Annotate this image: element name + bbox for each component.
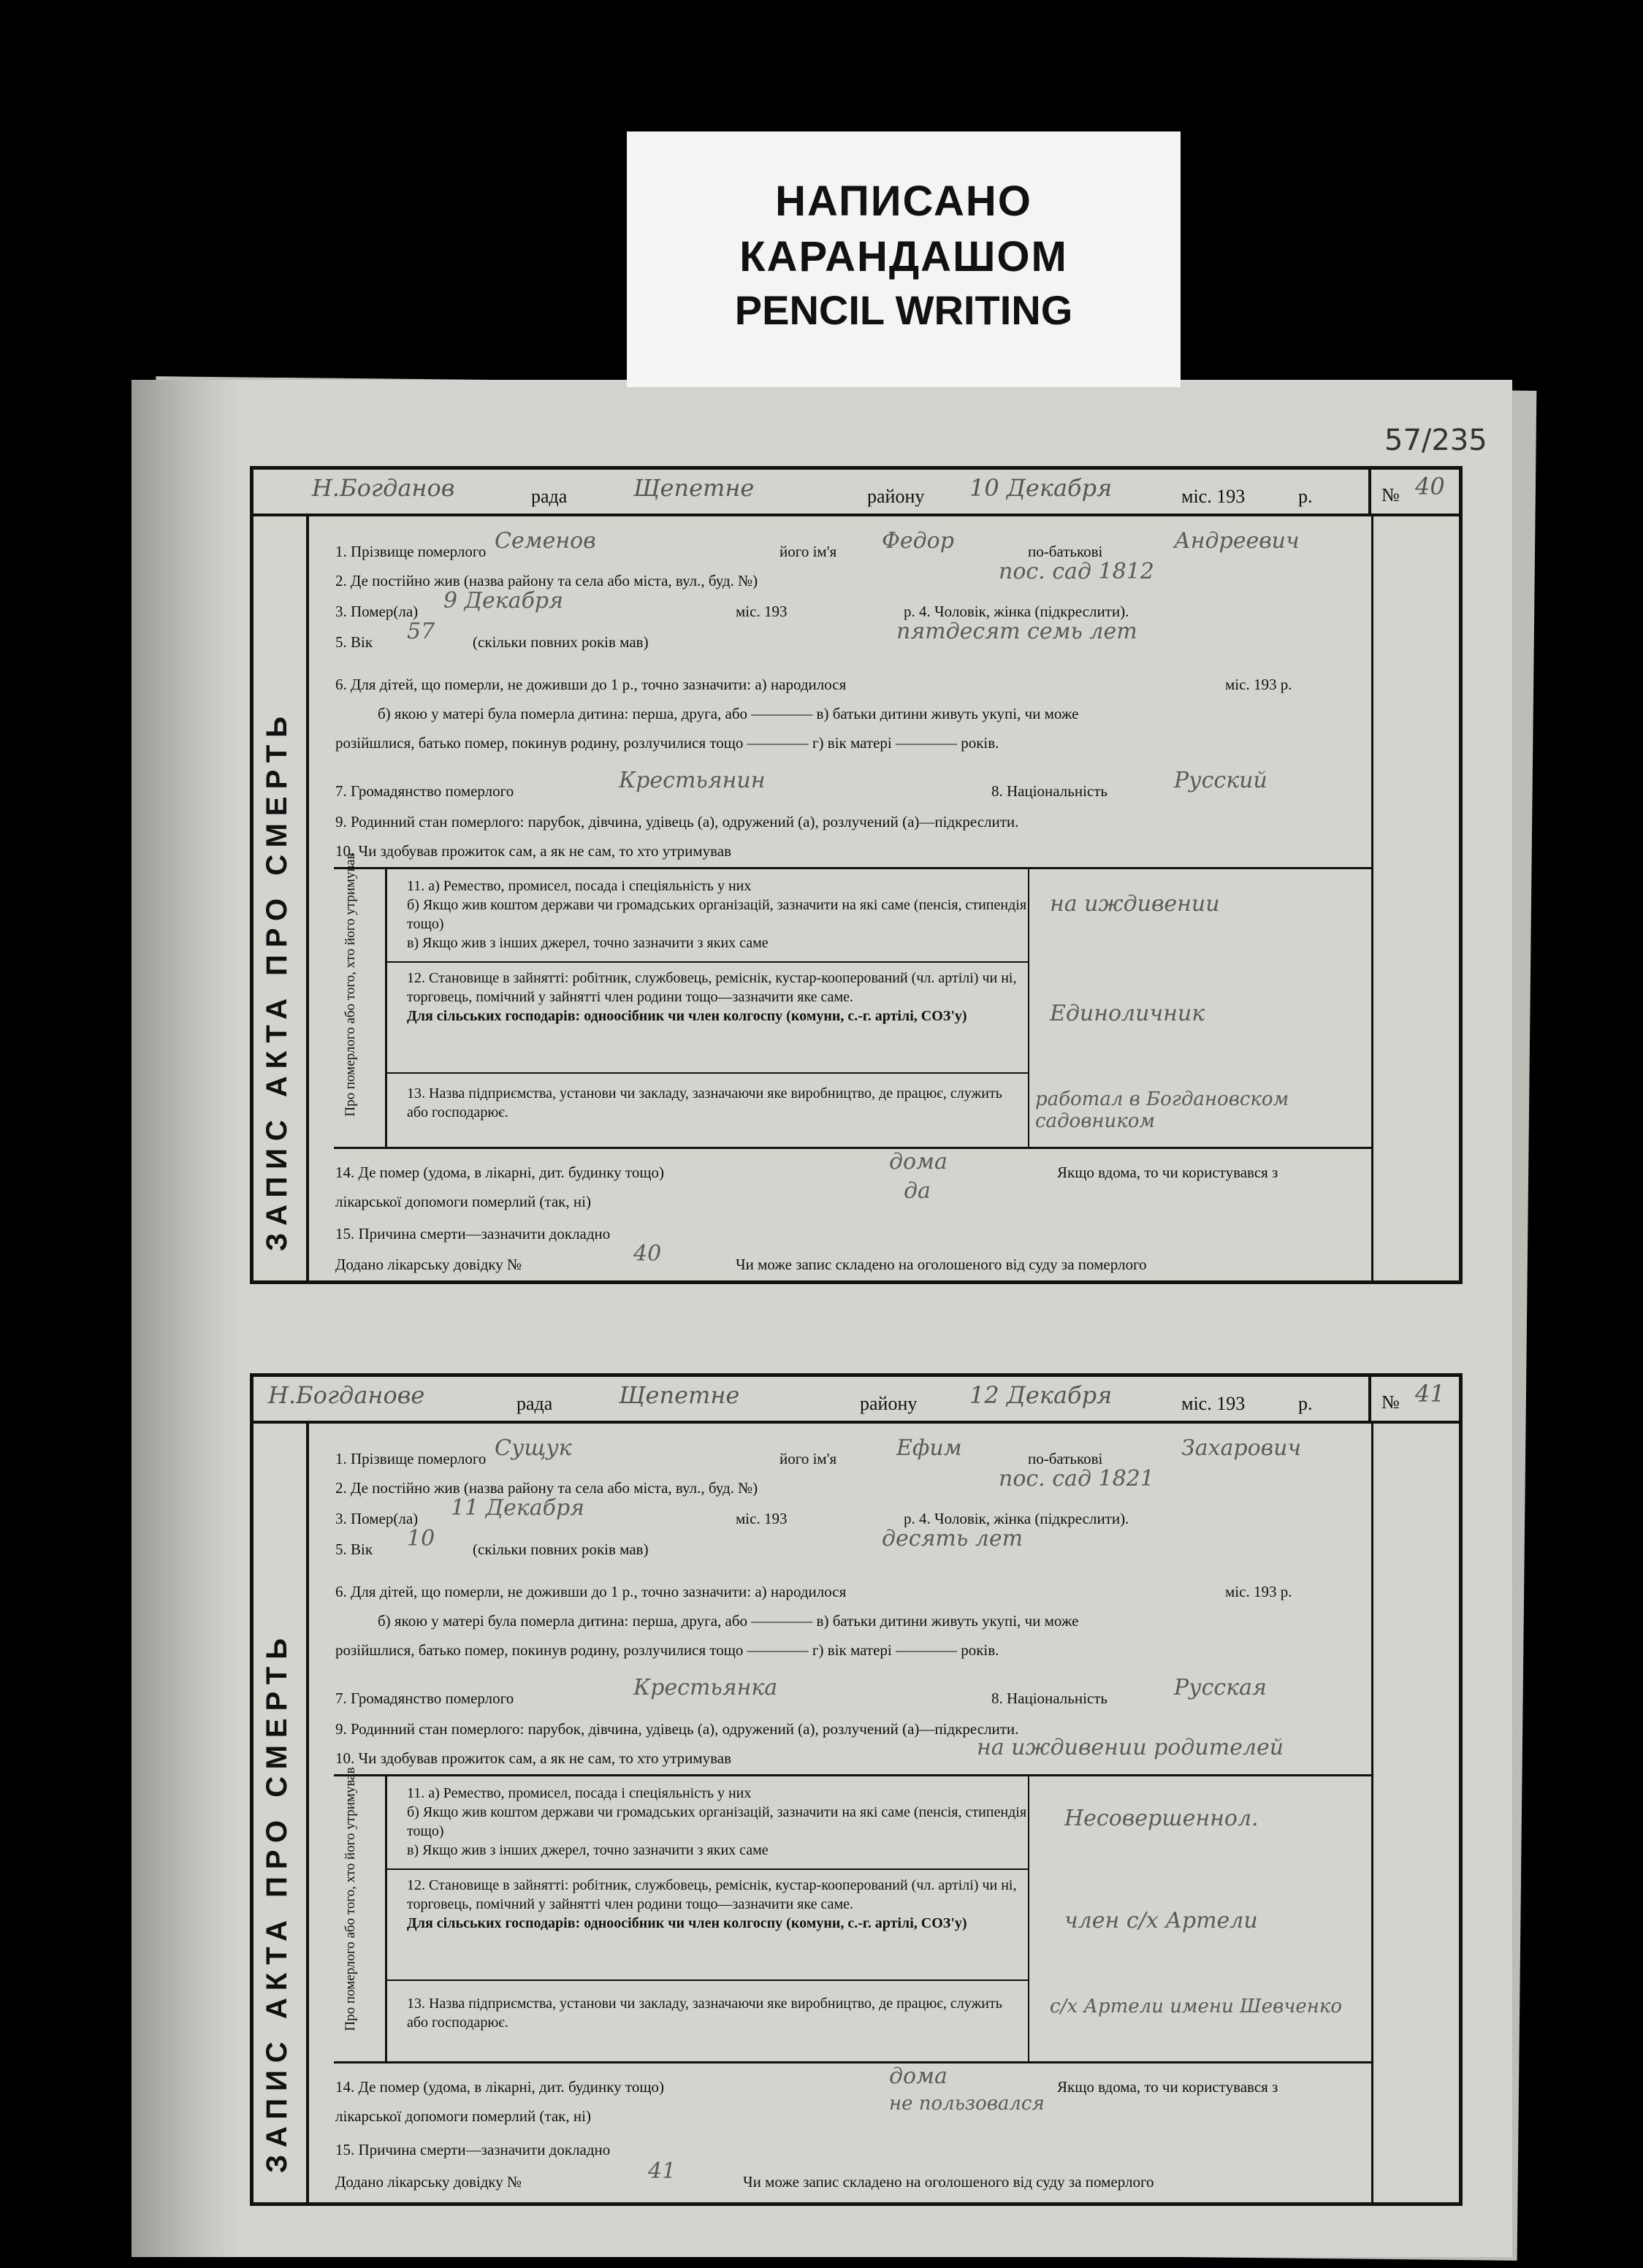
field-1-label: 1. Прізвище померлого xyxy=(335,1450,487,1467)
record-number-box xyxy=(1368,1377,1459,1421)
rada-label: рада xyxy=(531,486,568,507)
archive-number: 57/235 xyxy=(1384,424,1487,457)
field-5-label: 5. Вік xyxy=(335,1540,373,1558)
field-9-label: 9. Родинний стан померлого: парубок, дівчина, удівець (а), одружений (а), розлучений (а)—підкреслити. xyxy=(335,1720,1019,1738)
death-record-form-1 xyxy=(250,466,1463,1284)
field-14c-label: лікарської допомоги померлий (так, ні) xyxy=(335,1193,591,1210)
label-line-2: КАРАНДАШОМ xyxy=(739,233,1068,280)
medical-help-value: не пользовался xyxy=(889,2093,1045,2115)
status-value: Единоличник xyxy=(1050,1001,1205,1026)
r-label: р. xyxy=(1298,1393,1313,1414)
death-record-form-2 xyxy=(250,1373,1463,2206)
pencil-writing-label xyxy=(627,131,1181,387)
field-14-label: 14. Де помер (удома, в лікарні, дит. будинку тощо) xyxy=(335,1164,664,1181)
citizenship-value: Крестьянин xyxy=(619,768,766,793)
field-13-row xyxy=(385,1074,1028,1148)
field-12-row xyxy=(385,963,1028,1074)
field-3-label: 3. Помер(ла) xyxy=(335,603,419,620)
first-name-value: Федор xyxy=(882,528,954,554)
field-1b-label: його ім'я xyxy=(779,1450,837,1467)
field-12a-label: 12. Становище в зайнятті: робітник, службовець, реміснік, кустар-кооперований (чл. артілі) чи ні, торговець, помічний у зайнятті член родини тощо—зазначити яке саме. xyxy=(407,1877,1017,1912)
field-7-label: 7. Громадянство померлого xyxy=(335,1689,514,1707)
field-6a-label: 6. Для дітей, що померли, не доживши до 1 р., точно зазначити: а) народилося xyxy=(335,676,847,693)
record-number: 41 xyxy=(1415,1380,1445,1408)
medical-help-value: да xyxy=(904,1178,931,1204)
field-16b-label: Чи може запис складено на оголошеного від суду за померлого xyxy=(743,2173,1154,2191)
no-label: № xyxy=(1381,484,1400,505)
mis-label: міс. 193 xyxy=(1181,1393,1246,1414)
nationality-value: Русский xyxy=(1174,768,1267,793)
field-16-label: Додано лікарську довідку № xyxy=(335,1256,522,1273)
page-edge-stain xyxy=(131,380,241,2257)
field-15-label: 15. Причина смерти—зазначити докладно xyxy=(335,2141,611,2158)
death-date-value: 9 Декабря xyxy=(443,588,563,614)
field-11a-label: 11. а) Ремество, промисел, посада і спеціяльність у них xyxy=(407,1785,752,1801)
raion-label: району xyxy=(867,486,925,507)
field-8-label: 8. Національність xyxy=(991,782,1108,800)
field-14b-label: Якщо вдома, то чи користувався з xyxy=(1057,2078,1278,2096)
raion-value: Щепетне xyxy=(633,474,755,502)
field-1c-label: по-батькові xyxy=(1028,543,1103,560)
workplace-value: работал в Богдановском садовником xyxy=(1035,1088,1289,1132)
r-label: р. xyxy=(1298,486,1313,507)
date-value: 10 Декабря xyxy=(969,474,1113,502)
right-rule xyxy=(1371,1421,1373,2202)
form-sidebar xyxy=(253,1421,309,2202)
field-6b-label: б) якою у матері була померла дитина: перша, друга, або ———— в) батьки дитини живуть укупі, чи може xyxy=(378,1612,1079,1630)
field-11-row xyxy=(385,869,1028,963)
sidebar-title: ЗАПИС АКТА ПРО СМЕРТЬ xyxy=(261,1631,293,2173)
field-6a-label: 6. Для дітей, що померли, не доживши до 1 р., точно зазначити: а) народилося xyxy=(335,1583,847,1600)
field-14-label: 14. Де помер (удома, в лікарні, дит. будинку тощо) xyxy=(335,2078,664,2096)
record-number-box xyxy=(1368,470,1459,513)
support-value: на иждивении родителей xyxy=(977,1735,1284,1760)
field-12b-label: Для сільських господарів: одноосібник чи член колгоспу (комуни, с.-г. артілі, СОЗ'у) xyxy=(407,1915,967,1931)
nationality-value: Русская xyxy=(1174,1675,1267,1700)
village-value: Н.Богданов xyxy=(312,474,455,502)
field-8-label: 8. Національність xyxy=(991,1689,1108,1707)
raion-value: Щепетне xyxy=(619,1381,740,1409)
certificate-value: 41 xyxy=(648,2158,676,2184)
occupation-block xyxy=(334,1767,1371,2063)
date-value: 12 Декабря xyxy=(969,1381,1113,1409)
field-10-label: 10. Чи здобував прожиток сам, а як не сам, то хто утримував xyxy=(335,842,732,860)
citizenship-value: Крестьянка xyxy=(633,1675,778,1700)
label-line-3: PENCIL WRITING xyxy=(734,287,1073,333)
field-3c-label: р. 4. Чоловік, жінка (підкреслити). xyxy=(904,603,1129,620)
form-sidebar xyxy=(253,513,309,1280)
label-line-1: НАПИСАНО xyxy=(775,177,1032,225)
certificate-value: 40 xyxy=(633,1241,662,1267)
field-16b-label: Чи може запис складено на оголошеного від суду за померлого xyxy=(736,1256,1147,1273)
field-7-label: 7. Громадянство померлого xyxy=(335,782,514,800)
field-3-label: 3. Помер(ла) xyxy=(335,1510,419,1527)
field-12b-label: Для сільських господарів: одноосібник чи член колгоспу (комуни, с.-г. артілі, СОЗ'у) xyxy=(407,1008,967,1024)
record-number: 40 xyxy=(1415,473,1445,500)
field-12-row xyxy=(385,1870,1028,1981)
field-3b-label: міс. 193 xyxy=(736,603,788,620)
surname-value: Семенов xyxy=(495,528,596,554)
form-header xyxy=(253,470,1459,516)
field-5b-label: (скільки повних років мав) xyxy=(473,1540,649,1558)
field-13-row xyxy=(385,1981,1028,2063)
field-1c-label: по-батькові xyxy=(1028,1450,1103,1467)
mis-label: міс. 193 xyxy=(1181,486,1246,507)
field-6a2-label: міс. 193 р. xyxy=(1225,676,1292,693)
address-value: пос. сад 1821 xyxy=(999,1466,1154,1492)
field-10-label: 10. Чи здобував прожиток сам, а як не сам, то хто утримував xyxy=(335,1749,732,1767)
form-header xyxy=(253,1377,1459,1424)
death-date-value: 11 Декабря xyxy=(451,1495,585,1521)
workplace-value: с/х Артели имени Шевченко xyxy=(1050,1996,1343,2017)
block-side xyxy=(334,1767,387,2061)
field-15-label: 15. Причина смерти—зазначити докладно xyxy=(335,1225,611,1242)
field-1-label: 1. Прізвище померлого xyxy=(335,543,487,560)
block-split xyxy=(1028,1776,1029,2061)
field-6c-label: розійшлися, батько помер, покинув родину, розлучилися тощо ———— г) вік матері ———— років. xyxy=(335,734,999,752)
sidebar-title: ЗАПИС АКТА ПРО СМЕРТЬ xyxy=(261,709,293,1251)
field-11a-label: 11. а) Ремество, промисел, посада і спеціяльність у них xyxy=(407,878,752,894)
no-label: № xyxy=(1381,1391,1400,1413)
age-words-value: десять лет xyxy=(882,1526,1023,1551)
field-12a-label: 12. Становище в зайнятті: робітник, службовець, реміснік, кустар-кооперований (чл. артілі) чи ні, торговець, помічний у зайнятті член родини тощо—зазначити яке саме. xyxy=(407,970,1017,1005)
patronymic-value: Андреевич xyxy=(1174,528,1300,554)
field-13-label: 13. Назва підприємства, установи чи закладу, зазначаючи яке виробництво, де працює, служить або господарює. xyxy=(407,1085,1002,1120)
age-value: 57 xyxy=(407,619,435,644)
field-11-row xyxy=(385,1776,1028,1870)
rada-label: рада xyxy=(516,1393,553,1414)
field-3b-label: міс. 193 xyxy=(736,1510,788,1527)
block-split xyxy=(1028,869,1029,1147)
field-5b-label: (скільки повних років мав) xyxy=(473,633,649,651)
block-side-label: Про померлого або того, хто його утримував xyxy=(343,1767,358,2031)
field-1b-label: його ім'я xyxy=(779,543,837,560)
field-2-label: 2. Де постійно жив (назва району та села або міста, вул., буд. №) xyxy=(335,572,758,589)
age-words-value: пятдесят семь лет xyxy=(896,619,1137,644)
patronymic-value: Захарович xyxy=(1181,1435,1302,1461)
right-rule xyxy=(1371,513,1373,1280)
field-5-label: 5. Вік xyxy=(335,633,373,651)
surname-value: Сущук xyxy=(495,1435,572,1461)
field-16-label: Додано лікарську довідку № xyxy=(335,2173,522,2191)
field-9-label: 9. Родинний стан померлого: парубок, дівчина, удівець (а), одружений (а), розлучений (а)—підкреслити. xyxy=(335,813,1019,831)
place-of-death-value: дома xyxy=(889,2063,948,2089)
field-11b-label: б) Якщо жив коштом держави чи громадських організацій, зазначити на які саме (пенсія, стипендія тощо) xyxy=(407,1804,1027,1839)
occupation-value: на иждивении xyxy=(1050,891,1220,917)
field-11c-label: в) Якщо жив з інших джерел, точно зазначити з яких саме xyxy=(407,1842,769,1858)
field-11b-label: б) Якщо жив коштом держави чи громадських організацій, зазначити на які саме (пенсія, стипендія тощо) xyxy=(407,897,1027,932)
field-6b-label: б) якою у матері була померла дитина: перша, друга, або ———— в) батьки дитини живуть укупі, чи може xyxy=(378,705,1079,722)
field-3c-label: р. 4. Чоловік, жінка (підкреслити). xyxy=(904,1510,1129,1527)
status-value: член с/х Артели xyxy=(1064,1908,1258,1933)
village-value: Н.Богданове xyxy=(268,1381,425,1409)
occupation-block xyxy=(334,852,1371,1149)
field-6c-label: розійшлися, батько помер, покинув родину, розлучилися тощо ———— г) вік матері ———— років. xyxy=(335,1641,999,1659)
field-14c-label: лікарської допомоги померлий (так, ні) xyxy=(335,2107,591,2125)
block-side-label: Про померлого або того, хто його утримував xyxy=(343,852,358,1117)
age-value: 10 xyxy=(407,1526,435,1551)
field-13-label: 13. Назва підприємства, установи чи закладу, зазначаючи яке виробництво, де працює, служить або господарює. xyxy=(407,1996,1002,2031)
field-11c-label: в) Якщо жив з інших джерел, точно зазначити з яких саме xyxy=(407,935,769,951)
first-name-value: Ефим xyxy=(896,1435,962,1461)
block-side xyxy=(334,852,387,1147)
field-14b-label: Якщо вдома, то чи користувався з xyxy=(1057,1164,1278,1181)
raion-label: району xyxy=(860,1393,918,1414)
field-2-label: 2. Де постійно жив (назва району та села або міста, вул., буд. №) xyxy=(335,1479,758,1497)
occupation-value: Несовершеннол. xyxy=(1064,1806,1259,1831)
place-of-death-value: дома xyxy=(889,1149,948,1175)
field-6a2-label: міс. 193 р. xyxy=(1225,1583,1292,1600)
address-value: пос. сад 1812 xyxy=(999,559,1154,584)
